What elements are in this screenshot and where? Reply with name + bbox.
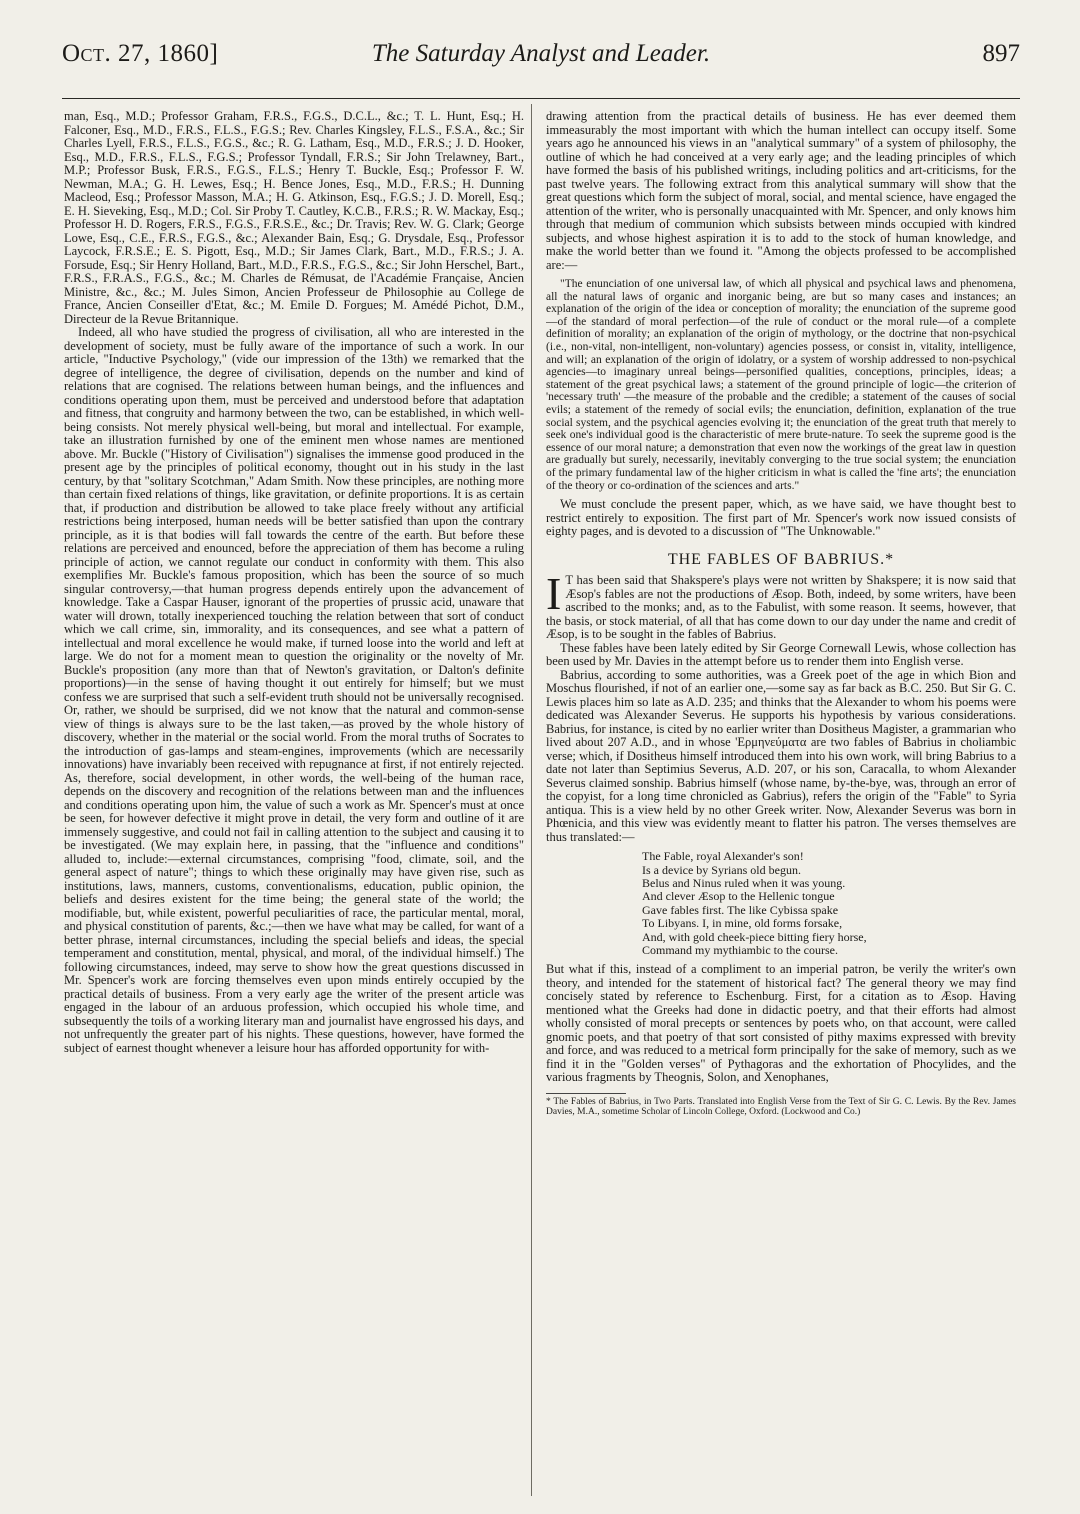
left-column (64, 110, 524, 1505)
poem-line: And, with gold cheek-piece bitting fiery horse, (642, 929, 867, 944)
header-rule (62, 98, 1020, 99)
closing-paragraph: We must conclude the present paper, which, as we have said, we have thought best to restrict entirely to exposition. The first part of Mr. Spencer's work now issued consists of eighty pages, and is devoted to a discussion of "The Unknowable." (546, 497, 1016, 539)
left-paragraph-1: man, Esq., M.D.; Professor Graham, F.R.S., F.G.S., D.C.L., &c.; T. L. Hunt, Esq.; H. Falconer, Esq., M.D., F.R.S., F.L.S., F.G.S.; Rev. Charles Kingsley, F.L.S., F.S.A., &c.; Sir Charles Lyell, F.R.S., F.L.S., F.G.S., &c.; R. G. Latham, Esq., M.D., F.R.S.; J. D. Hooker, Esq., M.D., F.R.S., F.L.S., F.G.S.; Professor Tyndall, F.R.S.; Sir John Trelawney, Bart., M.P.; Professor Busk, F.R.S., F.G.S., F.L.S.; Henry T. Buckle, Esq.; Professor F. W. Newman, M.A.; G. H. Lewes, Esq.; H. Bence Jones, Esq., M.D., F.R.S.; H. Dunning Macleod, Esq.; Professor Masson, M.A.; H. G. Atkinson, Esq., F.G.S.; J. D. Morell, Esq.; E. H. Sieveking, Esq., M.D.; Col. Sir Proby T. Cautley, K.C.B., F.R.S.; R. W. Mackay, Esq.; Professor H. D. Rogers, F.R.S., F.G.S., F.R.S.E., &c.; Dr. Travis; Rev. W. G. Clark; George Lowe, Esq., C.E., F.R.S., F.G.S., &c.; Alexander Bain, Esq.; G. Drysdale, Esq., Professor Laycock, F.R.S.E.; E. S. Pigott, Esq., M.D.; Sir James Clark, Bart., M.D., F.R.S.; J. A. Forsude, Esq.; Sir Henry Holland, Bart., M.D., F.R.S., F.G.S., &c.; Sir John Herschel, Bart., F.R.S., F.R.A.S., F.G.S., &c.; M. Charles de Rémusat, de l'Académie Française, Ancien Ministre, &c., &c.; M. Jules Simon, Ancien Professeur de Philosophie au College de France, Ancien Conseiller d'Etat, &c.; M. Emile D. Forgues; M. Amédé Pichot, D.M., Directeur de la Revue Britannique. (64, 110, 524, 326)
poem-line: Gave fables first. The like Cybissa spake (642, 902, 839, 917)
section-title-babrius: THE FABLES OF BABRIUS.* (667, 550, 895, 568)
column-divider (531, 104, 532, 1496)
babrius-paragraph-1 (546, 568, 1016, 642)
babrius-paragraph-2: These fables have been lately edited by Sir George Cornewall Lewis, whose collection has been used by Mr. Davies in the attempt before us to render them into English verse. (546, 640, 1016, 669)
footnote-rule (546, 1093, 626, 1094)
header-page-number: 897 (982, 40, 1020, 67)
poem-line: Belus and Ninus ruled when it was young. (642, 875, 846, 890)
poem-line: The Fable, royal Alexander's son! (642, 849, 804, 864)
left-paragraph-2: Indeed, all who have studied the progress of civilisation, all who are interested in the development of society, must be fully aware of the importance of such a work. In our article, "Inductive Psychology," (vide our impression of the 13th) we remarked that the degree of intelligence, the degree of civilisation, depends on the number and kind of relations that are cognised. The relations between human beings, and the influences and conditions operating upon them, must be perceived and understood before that adaptation and fitness, that congruity and harmony between the two, can be established, in which well-being consists. Not merely physical well-being, but moral and intellectual. For example, take an illustration furnished by one of the eminent men whose names are mentioned above. Mr. Buckle ("History of Civilisation") signalises the immense good produced in the present age by the principles of political economy, thought out in his study in the last century, by that "solitary Scotchman," Adam Smith. Now these principles, are nothing more than certain fixed relations of things, like gravitation, or definite proportions. It is as certain that, if production and distribution be allowed to take place freely without any artificial restrictions being interposed, human needs will be better satisfied than upon the contrary principle, as it is that bodies will fall towards the centre of the earth. But before these relations are perceived and enounced, before the appreciation of them has become a ruling principle of action, we cannot regulate our conduct in conformity with them. This also exemplifies Mr. Buckle's famous proposition, which has been the source of so much singular controversy,—that human progress depends entirely upon the advancement of knowledge. Take a Caspar Hauser, ignorant of the properties of prussic acid, unaware that water will drown, totally inexperienced touching the relation between that sort of conduct which we call crime, sin, immorality, and its consequences, and see what a pattern of intellectual and moral excellence he would make, if turned loose into the world and left at large. We do not for a moment mean to question the originality or the novelty of Mr. Buckle's proposition (any more than that of Newton's gravitation, or Dalton's definite proportions)—in the sense of having thought it out entirely for himself; but we must confess we are surprised that such a self-evident truth should not be universally recognised. Or, rather, we should be surprised, did we not know that the natural and common-sense view of things is always sure to be the last taken,—as proved by the whole history of discovery, whether in the material or the social world. From the moral truths of Socrates to the introduction of gas-lamps and steam-engines, improvements (which are necessarily innovations) have invariably been received with repugnance at first, if not entirely rejected. As, therefore, social development, in other words, the well-being of the human race, depends on the discovery and recognition of the relations between man and the influences and conditions operating upon him, the value of such a work as Mr. Spencer's must at once be seen, for however defective it might prove in detail, the very form and outline of it are immensely suggestive, and could not fail in calling attention to the subject and causing it to be investigated. (We may explain here, in passing, that the "influence and conditions" alluded to, include:—external circumstances, comprising "food, climate, soil, and the general aspect of nature"; things to which these originally may have given rise, such as institutions, laws, manners, customs, conventionalisms, education, public opinion, the beliefs and desires existent for the time being; the general state of the world; the modifiable, but, while existent, powerful peculiarities of race, the particular mental, moral, and physical constitution of parents, &c.;—then we have what may be called, for want of a better phrase, internal circumstances, including the special beliefs and ideas, the special temperament and constitution, mental, physical, and moral, of the individual himself.) The following circumstances, indeed, may serve to show how the great questions discussed in Mr. Spencer's work are forcing themselves even upon minds entirely occupied by the practical details of business. From a very early age the writer of the present article was engaged in the labour of an arduous profession, which occupied his whole time, and subsequently the toils of a working literary man and journalist have engrossed his days, and not unfrequently the greater part of his nights. These questions, however, have formed the subject of earnest thought whenever a leisure hour has afforded opportunity for with- (64, 325, 524, 1055)
right-intro-paragraph: drawing attention from the practical details of business. He has ever deemed them immeasurably the most important with which the human intellect can occupy itself. Some years ago he announced his views in an "analytical summary" of a system of philosophy, the outline of which he had conceived at a very early age; and the leading principles of which have formed the basis of his published writings, including politics and art-criticisms, for the past twelve years. The following extract from this analytical summary will show that the great questions which form the subject of moral, social, and mental science, have engaged the attention of the writer, who is personally unacquainted with Mr. Spencer, and only knows him through that medium of communion which subsists between minds occupied with kindred subjects, and whose highest aspiration it is to add to the stock of human knowledge, and make the world better than we found it. "Among the objects professed to be accomplished are:— (546, 110, 1016, 272)
translated-poem (642, 850, 1016, 957)
babrius-paragraph-3: Babrius, according to some authorities, was a Greek poet of the age in which Bion and Moschus flourished, if not of an earlier one,—some say as far back as B.C. 250. But Sir G. C. Lewis places him so late as A.D. 235; and thinks that the Alexander to whom his poems were dedicated was Alexander Severus. He supports his hypothesis by various considerations. Babrius, for instance, is cited by no earlier writer than Dositheus Magister, a grammarian who lived about 207 A.D., and in whose 'Ερμηνεύματα are two fables of Babrius in choliambic verse; which, if Dositheus himself introduced them into his own work, will bring Babrius to a date not later than Septimius Severus, A.D. 207, or his son, Caracalla, to whom Alexander Severus claimed sonship. Babrius himself (whose name, by-the-bye, was, through an error of the copyist, for a long time chronicled as Gabrius), refers the origin of the "Fable" to Syria antiqua. This is a view held by no other Greek writer. Now, Alexander Severus was born in Phœnicia, and this view was evidently meant to flatter his patron. The verses themselves are thus translated:— (546, 667, 1016, 844)
drop-cap: I (546, 568, 562, 620)
babrius-paragraph-1-text: T has been said that Shakspere's plays were not written by Shakspere; it is now said that Æsop's fables are not the productions of Æsop. Both, indeed, by some writers, have been ascribed to the monks; and, as to the Fabulist, with some reason. It seems, however, that the basis, or stock material, of all that has come down to our day under the name and credit of Æsop, is to be sought in the fables of Babrius. (546, 573, 1016, 642)
header-date: Oct. 27, 1860] (62, 40, 219, 67)
right-column (546, 110, 1016, 1505)
footnote: * The Fables of Babrius, in Two Parts. Translated into English Verse from the Text of Sir G. C. Lewis. By the Rev. James Davies, M.A., sometime Scholar of Lincoln College, Oxford. (Lockwood and Co.) (546, 1096, 1016, 1118)
poem-line: Command my mythiambic to the course. (642, 942, 838, 957)
analytical-summary-quote: "The enunciation of one universal law, of which all physical and psychical laws and phenomena, all the natural laws of organic and inorganic being, are but so many cases and instances; an explanation of the origin of the idea or conception of morality; the enunciation of the supreme good—of the standard of moral perfection—of the rule of conduct or the moral rule—of a complete definition of morality; an explanation of the origin of mythology, or the doctrine that non-psychical (i.e., non-vital, non-intelligent, non-voluntary) agencies possess, or consist in, vitality, intelligence, and will; an explanation of the origin of idolatry, or a system of worship addressed to non-psychical agencies—to imaginary unreal beings—personified qualities, conceptions, principles, ideas; a statement of the great psychical laws; a statement of the ground principle of logic—the criterion of 'necessary truth' —the measure of the probable and the credible; a statement of the causes of social evils; a statement of the remedy of social evils; the enunciation, definition, explanation of the true social system, and the psychical agencies evolving it; the enunciation of the great truth that merely to seek one's individual good is the characteristic of mere brute-nature. To seek the supreme good is the essence of our moral nature; a demonstration that even now the workings of the great law in question are gradually but surely, necessarily, inevitably converging to the true social system; the enunciation of the primary fundamental law of the higher criticism in what is called the 'fine arts'; the enunciation of the theory or co-ordination of the sciences and arts." (546, 278, 1016, 492)
poem-line: Is a device by Syrians old begun. (642, 862, 801, 877)
header-title: The Saturday Analyst and Leader. (371, 40, 711, 67)
page-header (62, 40, 1020, 80)
poem-line: To Libyans. I, in mine, old forms forsake, (642, 916, 843, 931)
after-poem-paragraph: But what if this, instead of a compliment to an imperial patron, be verily the writer's own theory, and intended for the statement of historical fact? The general theory we may find concisely stated by reference to Eschenburg. First, for a citation as to Æsop. Having mentioned what the Greeks had done in didactic poetry, and that their efforts had almost wholly consisted of moral precepts or sentences by poets who, on that account, were called gnomic poets, and that poetry of that sort consisted of pithy maxims expressed with brevity and force, and was reduced to a metrical form principally for the sake of memory, such as we find it in the "Golden verses" of Pythagoras and the exhortation of Phocylides, and the various fragments by Theognis, Solon, and Xenophanes, (546, 962, 1016, 1085)
poem-line: And clever Æsop to the Hellenic tongue (642, 889, 835, 904)
